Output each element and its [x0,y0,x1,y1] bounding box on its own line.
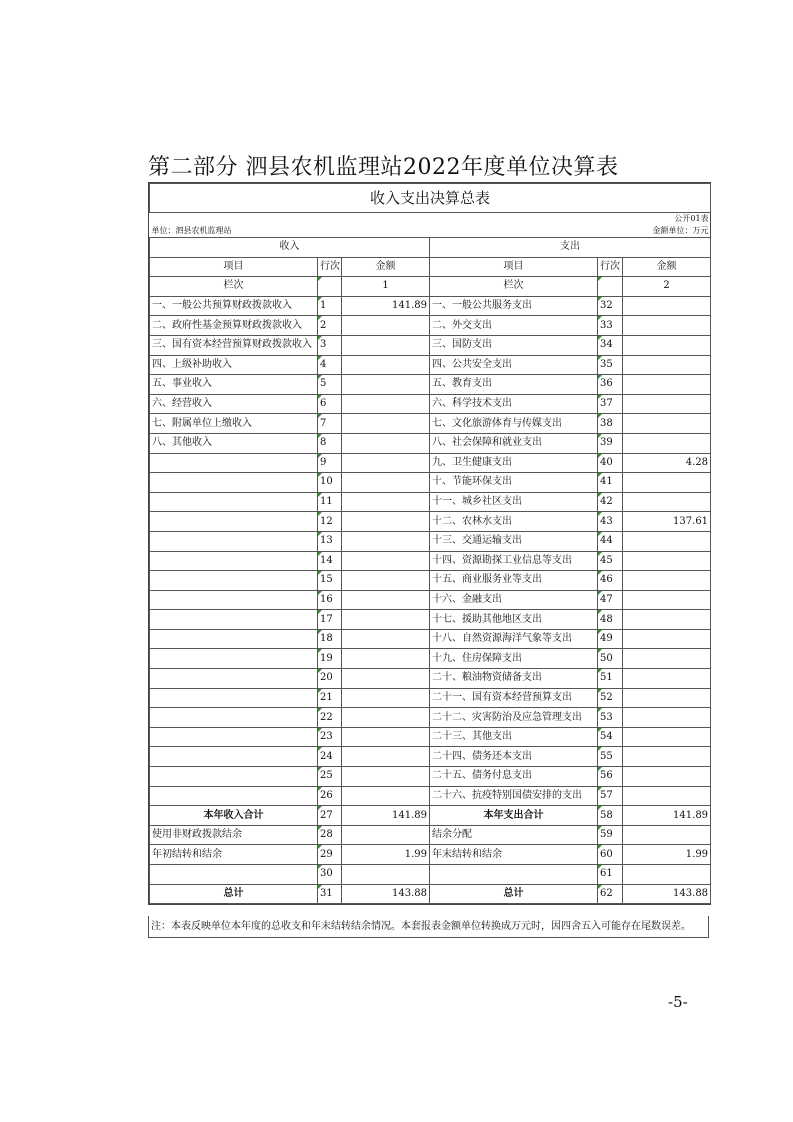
table-row [150,414,711,434]
income-row-number: 21 [318,688,342,708]
income-amount [342,316,430,336]
expense-item: 年末结转和结余 [430,845,598,865]
table-row [150,629,711,649]
expense-row-number: 56 [598,767,623,787]
expense-row-number: 48 [598,610,623,630]
expense-row-number: 46 [598,571,623,591]
table-row [150,473,711,493]
expense-row-number: 57 [598,786,623,806]
income-row-number: 12 [318,512,342,532]
table-row [150,551,711,571]
table-row [150,649,711,669]
income-row-number: 14 [318,551,342,571]
income-amount: 141.89 [342,806,430,826]
expense-amount [623,335,711,355]
income-item: 三、国有资本经营预算财政拨款收入 [150,335,318,355]
expense-row-number: 44 [598,531,623,551]
expense-item: 十四、资源勘探工业信息等支出 [430,551,598,571]
income-row-number: 24 [318,747,342,767]
form-code: 公开01表 [674,214,709,223]
table-row [150,865,711,885]
income-item [150,590,318,610]
expense-item: 六、科学技术支出 [430,394,598,414]
income-amount [342,512,430,532]
income-amount [342,629,430,649]
income-amount [342,531,430,551]
table-row [150,747,711,767]
income-row-number: 8 [318,433,342,453]
income-item [150,649,318,669]
income-amount [342,767,430,787]
expense-amount: 137.61 [623,512,711,532]
expense-item: 总计 [430,884,598,904]
expense-row-number: 35 [598,355,623,375]
table-row [150,688,711,708]
table-row [150,727,711,747]
income-amount: 141.89 [342,296,430,316]
income-amount [342,375,430,395]
expense-amount [623,825,711,845]
table-row [150,825,711,845]
expense-amount [623,688,711,708]
expense-amount: 4.28 [623,453,711,473]
grand-total-row [150,884,711,904]
expense-row-number: 49 [598,629,623,649]
expense-item: 七、文化旅游体育与传媒支出 [430,414,598,434]
expense-amount [623,708,711,728]
expense-amount [623,394,711,414]
income-row-number: 9 [318,453,342,473]
year-total-row [150,806,711,826]
table-caption: 收入支出决算总表 [150,184,711,213]
income-item: 七、附属单位上缴收入 [150,414,318,434]
income-item: 八、其他收入 [150,433,318,453]
expense-item: 二十三、其他支出 [430,727,598,747]
table-row [150,845,711,865]
income-row-number: 31 [318,884,342,904]
expense-amount [623,865,711,885]
table-row [150,375,711,395]
expense-row-number: 45 [598,551,623,571]
expense-amount [623,786,711,806]
income-item: 六、经营收入 [150,394,318,414]
income-item [150,571,318,591]
income-amount [342,610,430,630]
income-amount: 1.99 [342,845,430,865]
expense-item: 二十六、抗疫特别国债安排的支出 [430,786,598,806]
income-amount [342,727,430,747]
income-amount [342,571,430,591]
expense-amount [623,492,711,512]
income-row-number: 25 [318,767,342,787]
income-amount [342,786,430,806]
expense-amount: 1.99 [623,845,711,865]
income-amount [342,492,430,512]
income-row-number: 28 [318,825,342,845]
income-item [150,708,318,728]
table-note: 注：本表反映单位本年度的总收支和年末结转结余情况。本套报表金额单位转换成万元时，因四舍五入可能存在尾数误差。 [148,916,709,938]
expense-row-number: 38 [598,414,623,434]
expense-amount: 141.89 [623,806,711,826]
income-row-number: 15 [318,571,342,591]
expense-amount: 143.88 [623,884,711,904]
income-item: 使用非财政拨款结余 [150,825,318,845]
income-item: 一、一般公共预算财政拨款收入 [150,296,318,316]
table-row [150,316,711,336]
summary-table [149,183,711,904]
income-amount [342,355,430,375]
income-item [150,492,318,512]
expense-amount-header: 金额 [623,257,711,277]
expense-amount [623,433,711,453]
expense-rowno-header: 行次 [598,257,623,277]
income-amount [342,747,430,767]
unit-label: 单位：泗县农机监理站 [150,225,430,238]
expense-row-number: 50 [598,649,623,669]
expense-row-number: 33 [598,316,623,336]
expense-amount [623,414,711,434]
income-item: 四、上级补助收入 [150,355,318,375]
expense-amount [623,727,711,747]
table-row [150,492,711,512]
table-row [150,531,711,551]
expense-amount [623,669,711,689]
expense-row-number: 51 [598,669,623,689]
expense-row-number: 55 [598,747,623,767]
table-row [150,669,711,689]
expense-amount [623,296,711,316]
expense-item: 十八、自然资源海洋气象等支出 [430,629,598,649]
income-column-label: 栏次 [150,277,318,297]
income-row-number: 6 [318,394,342,414]
income-item: 二、政府性基金预算财政拨款收入 [150,316,318,336]
expense-row-number: 39 [598,433,623,453]
expense-amount [623,531,711,551]
income-row-number: 18 [318,629,342,649]
income-expense-table [148,182,711,905]
expense-row-number: 62 [598,884,623,904]
income-item [150,629,318,649]
expense-amount [623,355,711,375]
expense-row-number: 32 [598,296,623,316]
income-amount [342,473,430,493]
expense-item: 二十四、债务还本支出 [430,747,598,767]
expense-item: 十六、金融支出 [430,590,598,610]
income-row-number: 5 [318,375,342,395]
income-item [150,551,318,571]
income-amount [342,335,430,355]
income-column-number: 1 [342,277,430,297]
expense-item: 二十二、灾害防治及应急管理支出 [430,708,598,728]
expense-item [430,865,598,885]
income-item [150,747,318,767]
expense-row-number: 34 [598,335,623,355]
expense-row-number: 43 [598,512,623,532]
expense-amount [623,571,711,591]
income-item [150,669,318,689]
table-row [150,453,711,473]
expense-item-header: 项目 [430,257,598,277]
expense-column-label: 栏次 [430,277,598,297]
income-row-number: 10 [318,473,342,493]
income-row-number: 26 [318,786,342,806]
income-amount [342,669,430,689]
expense-item: 四、公共安全支出 [430,355,598,375]
expense-row-number: 53 [598,708,623,728]
income-amount [342,453,430,473]
expense-amount [623,649,711,669]
expense-amount [623,767,711,787]
income-item: 年初结转和结余 [150,845,318,865]
expense-row-number: 58 [598,806,623,826]
income-amount [342,865,430,885]
expense-item: 本年支出合计 [430,806,598,826]
expense-column-blank [598,277,623,297]
expense-row-number: 42 [598,492,623,512]
expense-item: 二十、粮油物资储备支出 [430,669,598,689]
income-amount [342,649,430,669]
table-row [150,296,711,316]
expense-row-number: 47 [598,590,623,610]
table-row [150,394,711,414]
income-amount: 143.88 [342,884,430,904]
income-column-blank [318,277,342,297]
expense-item: 十三、交通运输支出 [430,531,598,551]
expense-item: 二、外交支出 [430,316,598,336]
income-item [150,688,318,708]
income-row-number: 30 [318,865,342,885]
expense-row-number: 52 [598,688,623,708]
expense-row-number: 59 [598,825,623,845]
table-row [150,512,711,532]
expense-item: 十九、住房保障支出 [430,649,598,669]
income-amount [342,708,430,728]
expense-item: 八、社会保障和就业支出 [430,433,598,453]
expense-item: 十五、商业服务业等支出 [430,571,598,591]
income-amount-header: 金额 [342,257,430,277]
document-title: 第二部分 泗县农机监理站2022年度单位决算表 [148,155,619,180]
income-amount [342,825,430,845]
expense-row-number: 60 [598,845,623,865]
table-row [150,355,711,375]
table-row [150,786,711,806]
expense-item: 二十五、债务付息支出 [430,767,598,787]
page-number: -5- [668,993,688,1011]
expense-item: 一、一般公共服务支出 [430,296,598,316]
income-item: 五、事业收入 [150,375,318,395]
income-row-number: 20 [318,669,342,689]
expense-column-number: 2 [623,277,711,297]
expense-row-number: 37 [598,394,623,414]
income-item [150,767,318,787]
expense-amount [623,747,711,767]
income-item-header: 项目 [150,257,318,277]
income-amount [342,688,430,708]
income-row-number: 4 [318,355,342,375]
expense-item: 十一、城乡社区支出 [430,492,598,512]
expense-item: 三、国防支出 [430,335,598,355]
expense-row-number: 40 [598,453,623,473]
income-row-number: 29 [318,845,342,865]
income-amount [342,394,430,414]
table-row [150,767,711,787]
income-row-number: 1 [318,296,342,316]
expense-item: 十七、援助其他地区支出 [430,610,598,630]
income-item [150,531,318,551]
income-item [150,610,318,630]
expense-item: 五、教育支出 [430,375,598,395]
expense-amount [623,590,711,610]
expense-header: 支出 [430,238,711,258]
income-row-number: 16 [318,590,342,610]
income-item [150,473,318,493]
income-row-number: 13 [318,531,342,551]
expense-amount [623,473,711,493]
income-amount [342,590,430,610]
income-item [150,786,318,806]
expense-item: 结余分配 [430,825,598,845]
income-amount [342,433,430,453]
expense-item: 十二、农林水支出 [430,512,598,532]
income-row-number: 19 [318,649,342,669]
table-row [150,571,711,591]
income-row-number: 22 [318,708,342,728]
expense-item: 九、卫生健康支出 [430,453,598,473]
expense-amount [623,610,711,630]
expense-item: 十、节能环保支出 [430,473,598,493]
expense-row-number: 54 [598,727,623,747]
income-row-number: 2 [318,316,342,336]
income-row-number: 11 [318,492,342,512]
income-row-number: 27 [318,806,342,826]
income-item [150,727,318,747]
expense-row-number: 61 [598,865,623,885]
table-row [150,433,711,453]
income-row-number: 3 [318,335,342,355]
expense-amount [623,316,711,336]
table-row [150,610,711,630]
income-item: 总计 [150,884,318,904]
expense-item: 二十一、国有资本经营预算支出 [430,688,598,708]
expense-amount [623,375,711,395]
income-amount [342,551,430,571]
income-row-number: 7 [318,414,342,434]
income-header: 收入 [150,238,430,258]
table-row [150,708,711,728]
income-rowno-header: 行次 [318,257,342,277]
income-item [150,865,318,885]
income-row-number: 17 [318,610,342,630]
expense-row-number: 36 [598,375,623,395]
expense-amount [623,629,711,649]
expense-amount [623,551,711,571]
currency-label: 金额单位：万元 [623,225,711,238]
expense-row-number: 41 [598,473,623,493]
income-item [150,453,318,473]
table-row [150,590,711,610]
income-amount [342,414,430,434]
income-row-number: 23 [318,727,342,747]
income-item [150,512,318,532]
table-row [150,335,711,355]
income-item: 本年收入合计 [150,806,318,826]
